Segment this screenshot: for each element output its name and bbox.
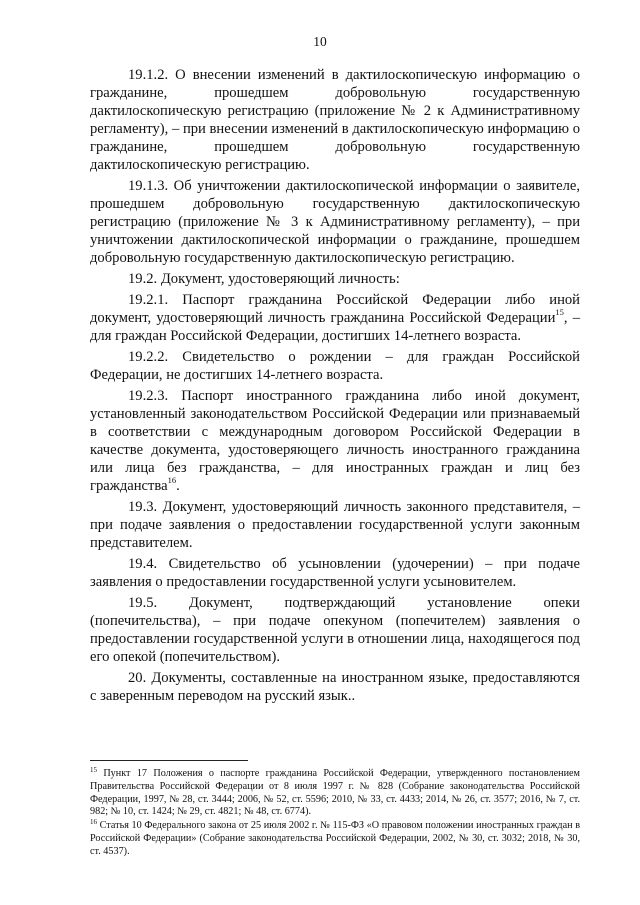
- footnote-ref-16[interactable]: 16: [167, 475, 177, 486]
- paragraph-19-2: [90, 270, 580, 288]
- footnotes: [90, 765, 580, 860]
- paragraph-text: 19.3. Документ, удостоверяющий личность законного представителя, – при подаче заявления о предоставлении государственной услуги законным представителем.: [90, 499, 580, 551]
- footnote-mark: 15: [90, 765, 97, 774]
- paragraph-19-4: [90, 555, 580, 591]
- paragraph-20: [90, 669, 580, 705]
- footnote-16: [90, 817, 580, 858]
- paragraph-19-2-1: [90, 291, 580, 345]
- footnote-mark: 16: [90, 817, 97, 826]
- footnote-ref-15[interactable]: 15: [555, 307, 564, 318]
- paragraph-text: 19.1.3. Об уничтожении дактилоскопической информации о заявителе, прошедшем добровольную государственную дактилоскопическую регистрацию (приложение № 3 к Административному регламенту), – при уничтожении дактилоскопической информации о гражданине, прошедшем добровольную государственную дактилоскопическую регистрацию.: [90, 178, 580, 266]
- document-body: [90, 66, 580, 708]
- paragraph-text: 19.2.1. Паспорт гражданина Российской Федерации либо иной документ, удостоверяющий личность гражданина Российской Федерации: [90, 292, 580, 326]
- paragraph-text: 20. Документы, составленные на иностранном языке, предоставляются с заверенным переводом на русский язык..: [90, 670, 580, 704]
- paragraph-19-5: [90, 594, 580, 666]
- footnote-divider: [90, 760, 248, 761]
- paragraph-text-tail: , – для граждан Российской Федерации, достигших 14-летнего возраста.: [90, 310, 581, 344]
- paragraph-19-2-3: [90, 387, 580, 495]
- paragraph-19-1-2: [90, 66, 580, 174]
- footnote-text: Статья 10 Федерального закона от 25 июля 2002 г. № 115-ФЗ «О правовом положении иностранных граждан в Российской Федерации» (Собрание законодательства Российской Федерации, 2002, № 30, ст. 3032; 2018, № 30, ст. 4537).: [90, 820, 580, 857]
- paragraph-text: 19.2.3. Паспорт иностранного гражданина либо иной документ, установленный законодательством Российской Федерации или признаваемый в соответствии с международным договором Российской Федерации в качестве документа, удостоверяющего личность иностранного гражданина или лица без гражданства, – для иностранных граждан и лиц без гражданства: [90, 388, 580, 494]
- footnote-15: [90, 765, 580, 819]
- paragraph-text: 19.2. Документ, удостоверяющий личность:: [128, 271, 400, 287]
- paragraph-text: 19.4. Свидетельство об усыновлении (удочерении) – при подаче заявления о предоставлении государственной услуги усыновителем.: [90, 556, 580, 590]
- paragraph-19-3: [90, 498, 580, 552]
- paragraph-19-2-2: [90, 348, 580, 384]
- paragraph-text-tail: .: [176, 478, 180, 494]
- paragraph-19-1-3: [90, 177, 580, 267]
- paragraph-text: 19.5. Документ, подтверждающий установление опеки (попечительства), – при подаче опекуном (попечителем) заявления о предоставлении государственной услуги в отношении лица, находящегося под его опекой (попечительством).: [90, 595, 580, 665]
- paragraph-text: 19.1.2. О внесении изменений в дактилоскопическую информацию о гражданине, прошедшем добровольную государственную дактилоскопическую регистрацию (приложение № 2 к Административному регламенту), – при внесении изменений в дактилоскопическую информацию о гражданине, прошедшем добровольную государственную дактилоскопическую регистрацию.: [90, 67, 580, 173]
- paragraph-text: 19.2.2. Свидетельство о рождении – для граждан Российской Федерации, не достигших 14-летнего возраста.: [90, 349, 580, 383]
- footnote-text: Пункт 17 Положения о паспорте гражданина Российской Федерации, утвержденного постановлением Правительства Российской Федерации от 8 июля 1997 г. № 828 (Собрание законодательства Российской Федерации, 1997, № 28, ст. 3444; 2006, № 52, ст. 5596; 2010, № 33, ст. 4433; 2014, № 26, ст. 3577; 2016, № 7, ст. 982; № 10, ст. 1424; № 29, ст. 4821; № 48, ст. 6774).: [90, 768, 580, 818]
- page-number: 10: [313, 34, 327, 49]
